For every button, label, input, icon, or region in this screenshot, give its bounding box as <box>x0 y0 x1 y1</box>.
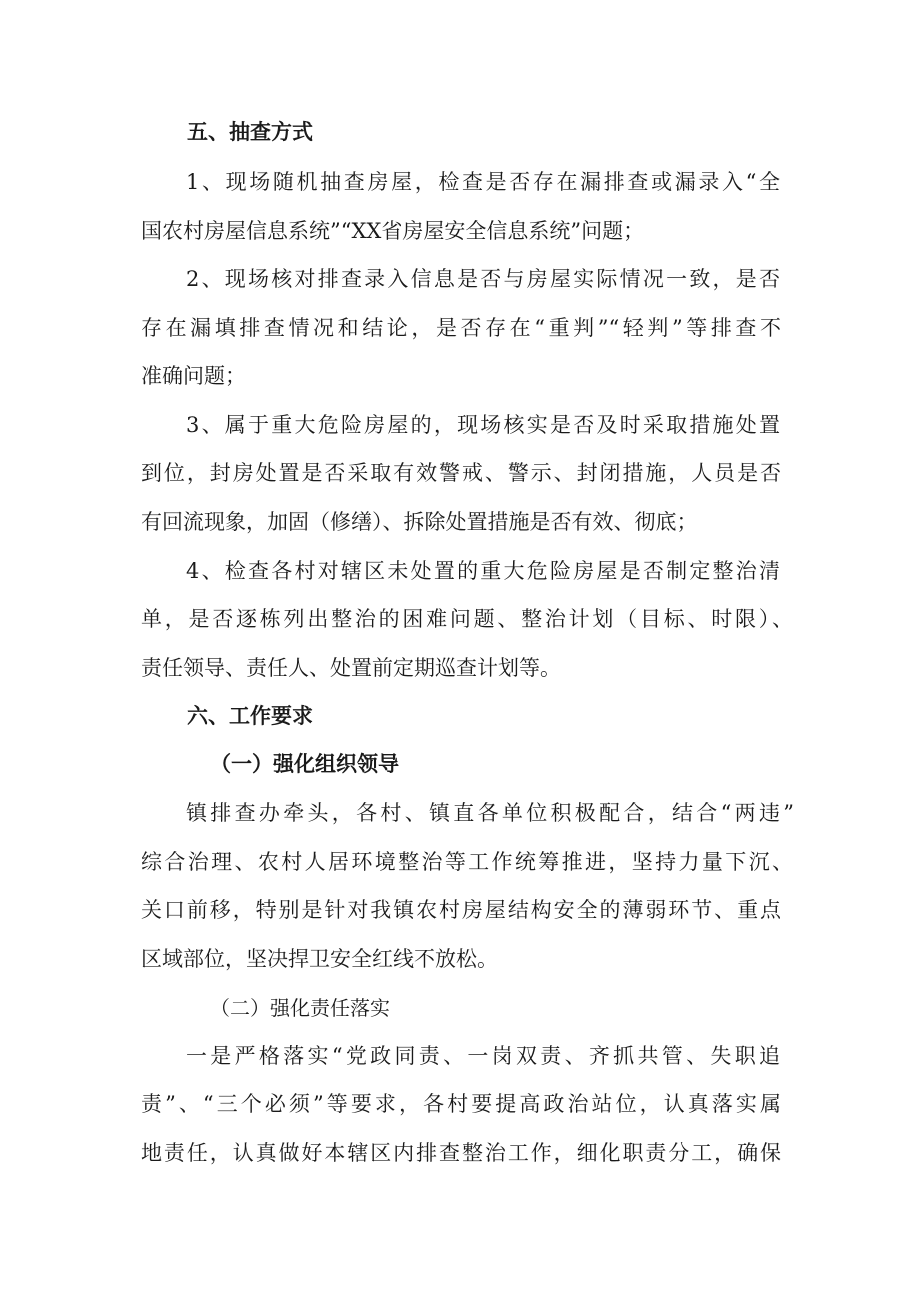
section-5-item-2-line-1: 2、现场核对排查录入信息是否与房屋实际情况一致，是否 <box>186 267 780 291</box>
section-5-item-2-line-2: 存在漏填排查情况和结论，是否存在“重判”“轻判”等排查不 <box>141 316 781 340</box>
section-5-item-4-line-2: 单，是否逐栋列出整治的困难问题、整治计划（目标、时限）、 <box>141 607 793 631</box>
section-5-item-3-line-2: 到位，封房处置是否采取有效警戒、警示、封闭措施，人员是否 <box>141 461 781 485</box>
section-5-item-4-line-1: 4、检查各村对辖区未处置的重大危险房屋是否制定整治清 <box>186 559 780 583</box>
section-6-sub-2-line-2: 责”、“三个必须”等要求，各村要提高政治站位，认真落实属 <box>141 1092 781 1116</box>
section-5-item-1-line-2: 国农村房屋信息系统”“XX省房屋安全信息系统”问题； <box>141 219 645 243</box>
section-5-item-1-line-1: 1、现场随机抽查房屋，检查是否存在漏排查或漏录入“全 <box>186 170 780 194</box>
section-6-sub-2-line-3: 地责任，认真做好本辖区内排查整治工作，细化职责分工，确保 <box>141 1141 781 1165</box>
section-5-heading: 五、抽查方式 <box>187 120 313 144</box>
section-6-sub-2-heading: （二）强化责任落实 <box>210 996 390 1020</box>
section-6-sub-2-line-1: 一是严格落实“党政同责、一岗双责、齐抓共管、失职追 <box>186 1044 780 1068</box>
section-5-item-3-line-3: 有回流现象，加固（修缮）、拆除处置措施是否有效、彻底； <box>141 510 698 534</box>
section-5-item-4-line-3: 责任领导、责任人、处置前定期巡查计划等。 <box>141 656 561 680</box>
section-6-sub-1-heading: （一）强化组织领导 <box>210 752 399 776</box>
section-6-sub-1-line-1: 镇排查办牵头，各村、镇直各单位积极配合，结合“两违” <box>186 801 794 825</box>
section-6-sub-1-line-4: 区域部位，坚决捍卫安全红线不放松。 <box>141 947 498 971</box>
section-6-sub-1-line-2: 综合治理、农村人居环境整治等工作统筹推进，坚持力量下沉、 <box>141 850 793 874</box>
section-5-item-3-line-1: 3、属于重大危险房屋的，现场核实是否及时采取措施处置 <box>186 413 780 437</box>
section-5-item-2-line-3: 准确问题； <box>141 364 246 388</box>
section-6-heading: 六、工作要求 <box>187 704 313 728</box>
section-6-sub-1-line-3: 关口前移，特别是针对我镇农村房屋结构安全的薄弱环节、重点 <box>141 898 781 922</box>
